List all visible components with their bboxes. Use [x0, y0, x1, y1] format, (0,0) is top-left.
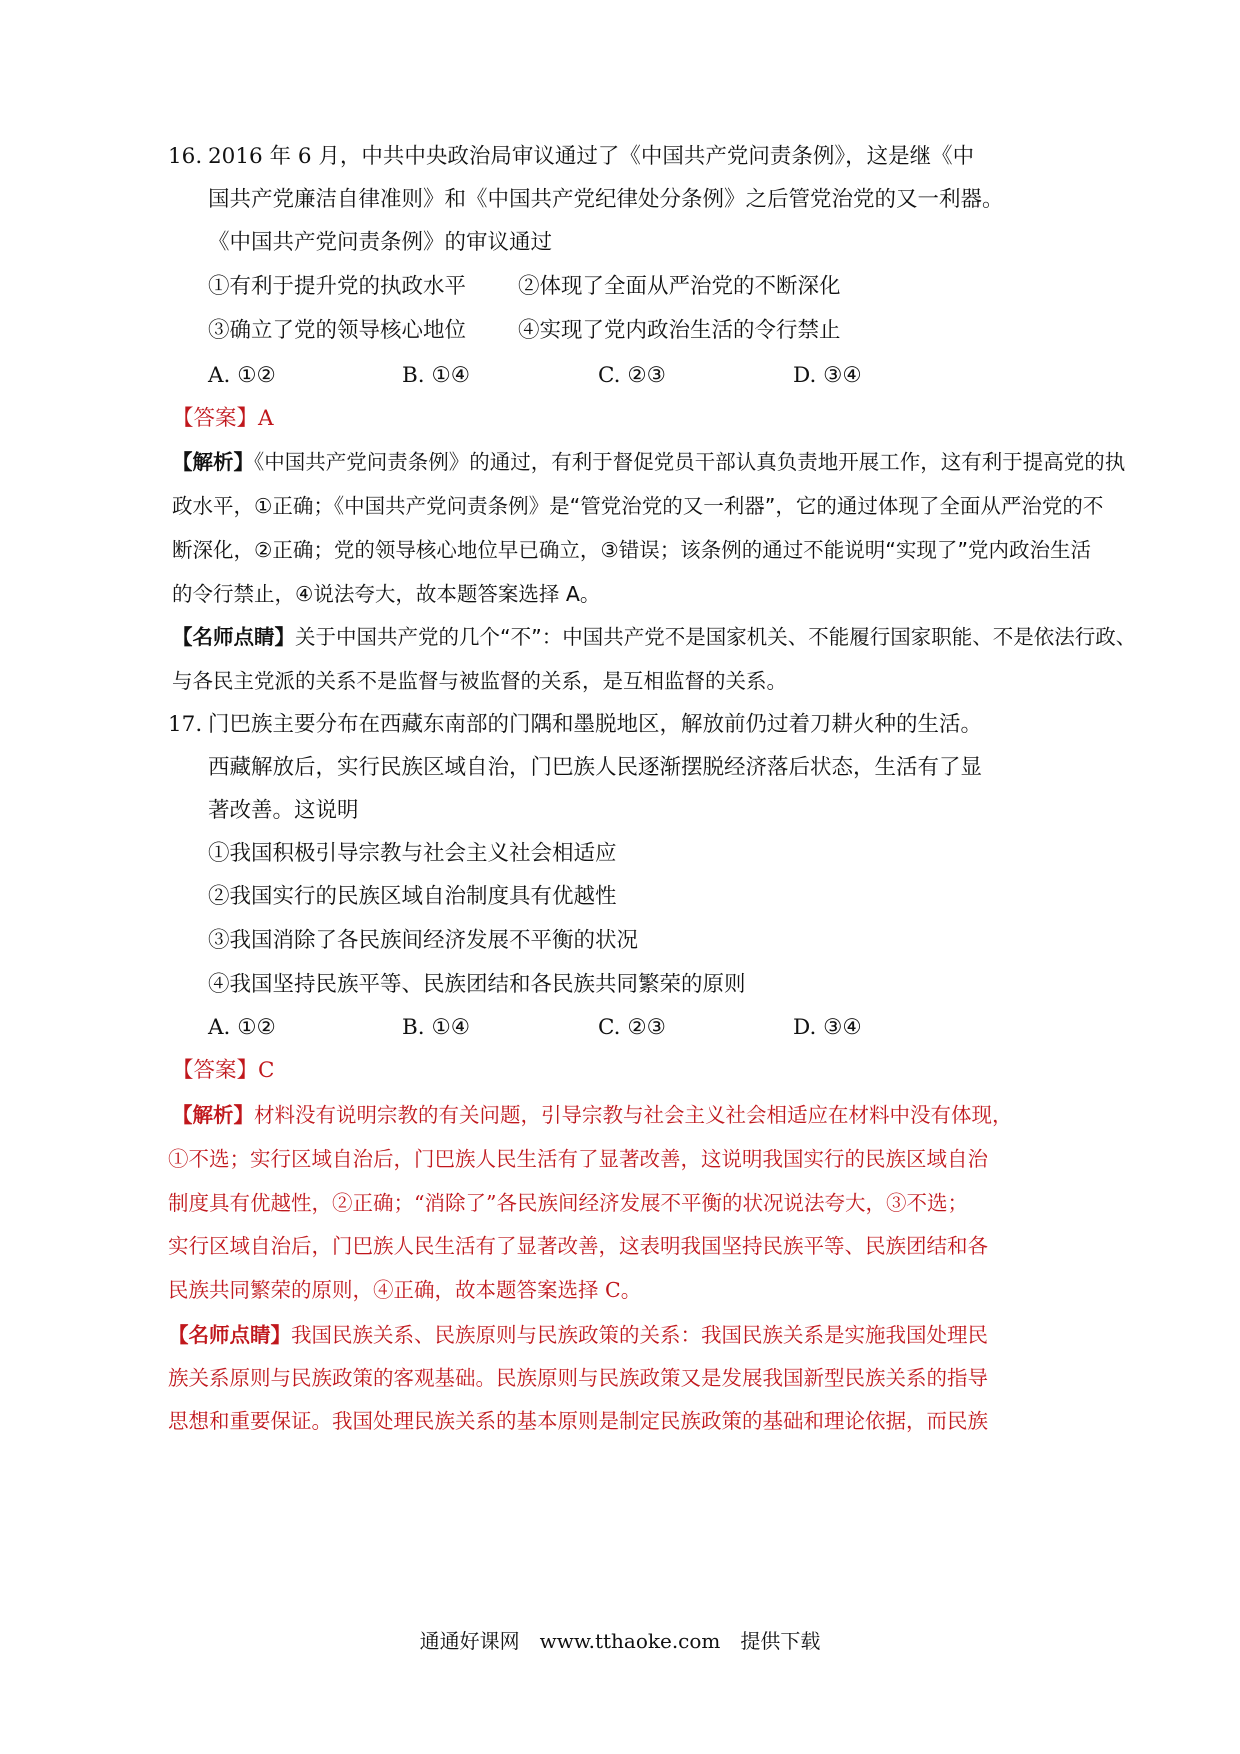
- analysis-line: 政水平，①正确；《中国共产党问责条例》是“管党治党的又一利器”，它的通过体现了全面从严治党的不: [172, 494, 1104, 518]
- statement-4: ④实现了党内政治生活的令行禁止: [518, 318, 841, 343]
- question-stem-line: 国共产党廉洁自律准则》和《中国共产党纪律处分条例》之后管党治党的又一利器。: [208, 187, 1004, 212]
- analysis-line: 的令行禁止，④说法夸大，故本题答案选择 A。: [172, 582, 601, 606]
- option-c: C. ②③: [598, 1015, 666, 1040]
- answer-line: [172, 404, 274, 434]
- analysis-line: ①不选；实行区域自治后，门巴族人民生活有了显著改善，这说明我国实行的民族区域自治: [168, 1147, 988, 1171]
- analysis-line: 实行区域自治后，门巴族人民生活有了显著改善，这表明我国坚持民族平等、民族团结和各: [168, 1234, 988, 1258]
- statement-1: ①有利于提升党的执政水平: [208, 274, 467, 299]
- statement-4: ④我国坚持民族平等、民族团结和各民族共同繁荣的原则: [208, 972, 746, 997]
- analysis-label: 【解析】: [172, 450, 254, 474]
- statement-3: ③确立了党的领导核心地位: [208, 318, 467, 343]
- analysis-line: 民族共同繁荣的原则，④正确，故本题答案选择 C。: [168, 1278, 642, 1302]
- question-number: 17.: [168, 712, 203, 737]
- analysis-line: [172, 447, 1125, 477]
- tip-line: 思想和重要保证。我国处理民族关系的基本原则是制定民族政策的基础和理论依据，而民族: [168, 1409, 988, 1433]
- answer-label: 【答案】: [172, 1058, 259, 1083]
- analysis-line: 断深化，②正确；党的领导核心地位早已确立，③错误；该条例的通过不能说明“实现了”党内政治生活: [172, 538, 1091, 562]
- answer-value: C: [258, 1058, 275, 1083]
- tip-text: 我国民族关系、民族原则与民族政策的关系：我国民族关系是实施我国处理民: [291, 1323, 988, 1347]
- analysis-text: 《中国共产党问责条例》的通过，有利于督促党员干部认真负责地开展工作，这有利于提高党的执: [254, 450, 1126, 474]
- statement-2: ②体现了全面从严治党的不断深化: [518, 274, 841, 299]
- statement-1: ①我国积极引导宗教与社会主义社会相适应: [208, 841, 617, 866]
- option-a: A. ①②: [208, 363, 276, 388]
- question-stem-line: 2016 年 6 月，中共中央政治局审议通过了《中国共产党问责条例》，这是继《中: [208, 144, 975, 169]
- tip-line: [168, 1320, 988, 1350]
- question-stem-line: 门巴族主要分布在西藏东南部的门隅和墨脱地区，解放前仍过着刀耕火种的生活。: [208, 712, 983, 737]
- tip-line: [172, 622, 1136, 652]
- answer-line: [172, 1056, 274, 1086]
- page-footer: 通通好课网 www.tthaoke.com 提供下载: [419, 1629, 821, 1653]
- analysis-label: 【解析】: [172, 1103, 254, 1127]
- analysis-line: [172, 1100, 1013, 1130]
- statement-2: ②我国实行的民族区域自治制度具有优越性: [208, 884, 617, 909]
- answer-value: A: [258, 406, 274, 431]
- option-a: A. ①②: [208, 1015, 276, 1040]
- tip-line: 族关系原则与民族政策的客观基础。民族原则与民族政策又是发展我国新型民族关系的指导: [168, 1366, 988, 1390]
- question-number: 16.: [168, 144, 203, 169]
- statement-3: ③我国消除了各民族间经济发展不平衡的状况: [208, 928, 639, 953]
- analysis-text: 材料没有说明宗教的有关问题，引导宗教与社会主义社会相适应在材料中没有体现，: [254, 1103, 1013, 1127]
- option-b: B. ①④: [402, 363, 471, 388]
- tip-label: 【名师点睛】: [172, 625, 295, 649]
- option-d: D. ③④: [793, 1015, 862, 1040]
- tip-text: 关于中国共产党的几个“不”：中国共产党不是国家机关、不能履行国家职能、不是依法行政、: [295, 625, 1137, 649]
- question-stem-line: 西藏解放后，实行民族区域自治，门巴族人民逐渐摆脱经济落后状态，生活有了显: [208, 755, 983, 780]
- tip-line: 与各民主党派的关系不是监督与被监督的关系，是互相监督的关系。: [172, 669, 787, 693]
- option-d: D. ③④: [793, 363, 862, 388]
- option-c: C. ②③: [598, 363, 666, 388]
- analysis-line: 制度具有优越性，②正确；“消除了”各民族间经济发展不平衡的状况说法夸大，③不选；: [168, 1191, 968, 1215]
- answer-label: 【答案】: [172, 406, 259, 431]
- tip-label: 【名师点睛】: [168, 1323, 291, 1347]
- question-stem-line: 《中国共产党问责条例》的审议通过: [208, 230, 553, 255]
- option-b: B. ①④: [402, 1015, 471, 1040]
- question-stem-line: 著改善。这说明: [208, 798, 359, 823]
